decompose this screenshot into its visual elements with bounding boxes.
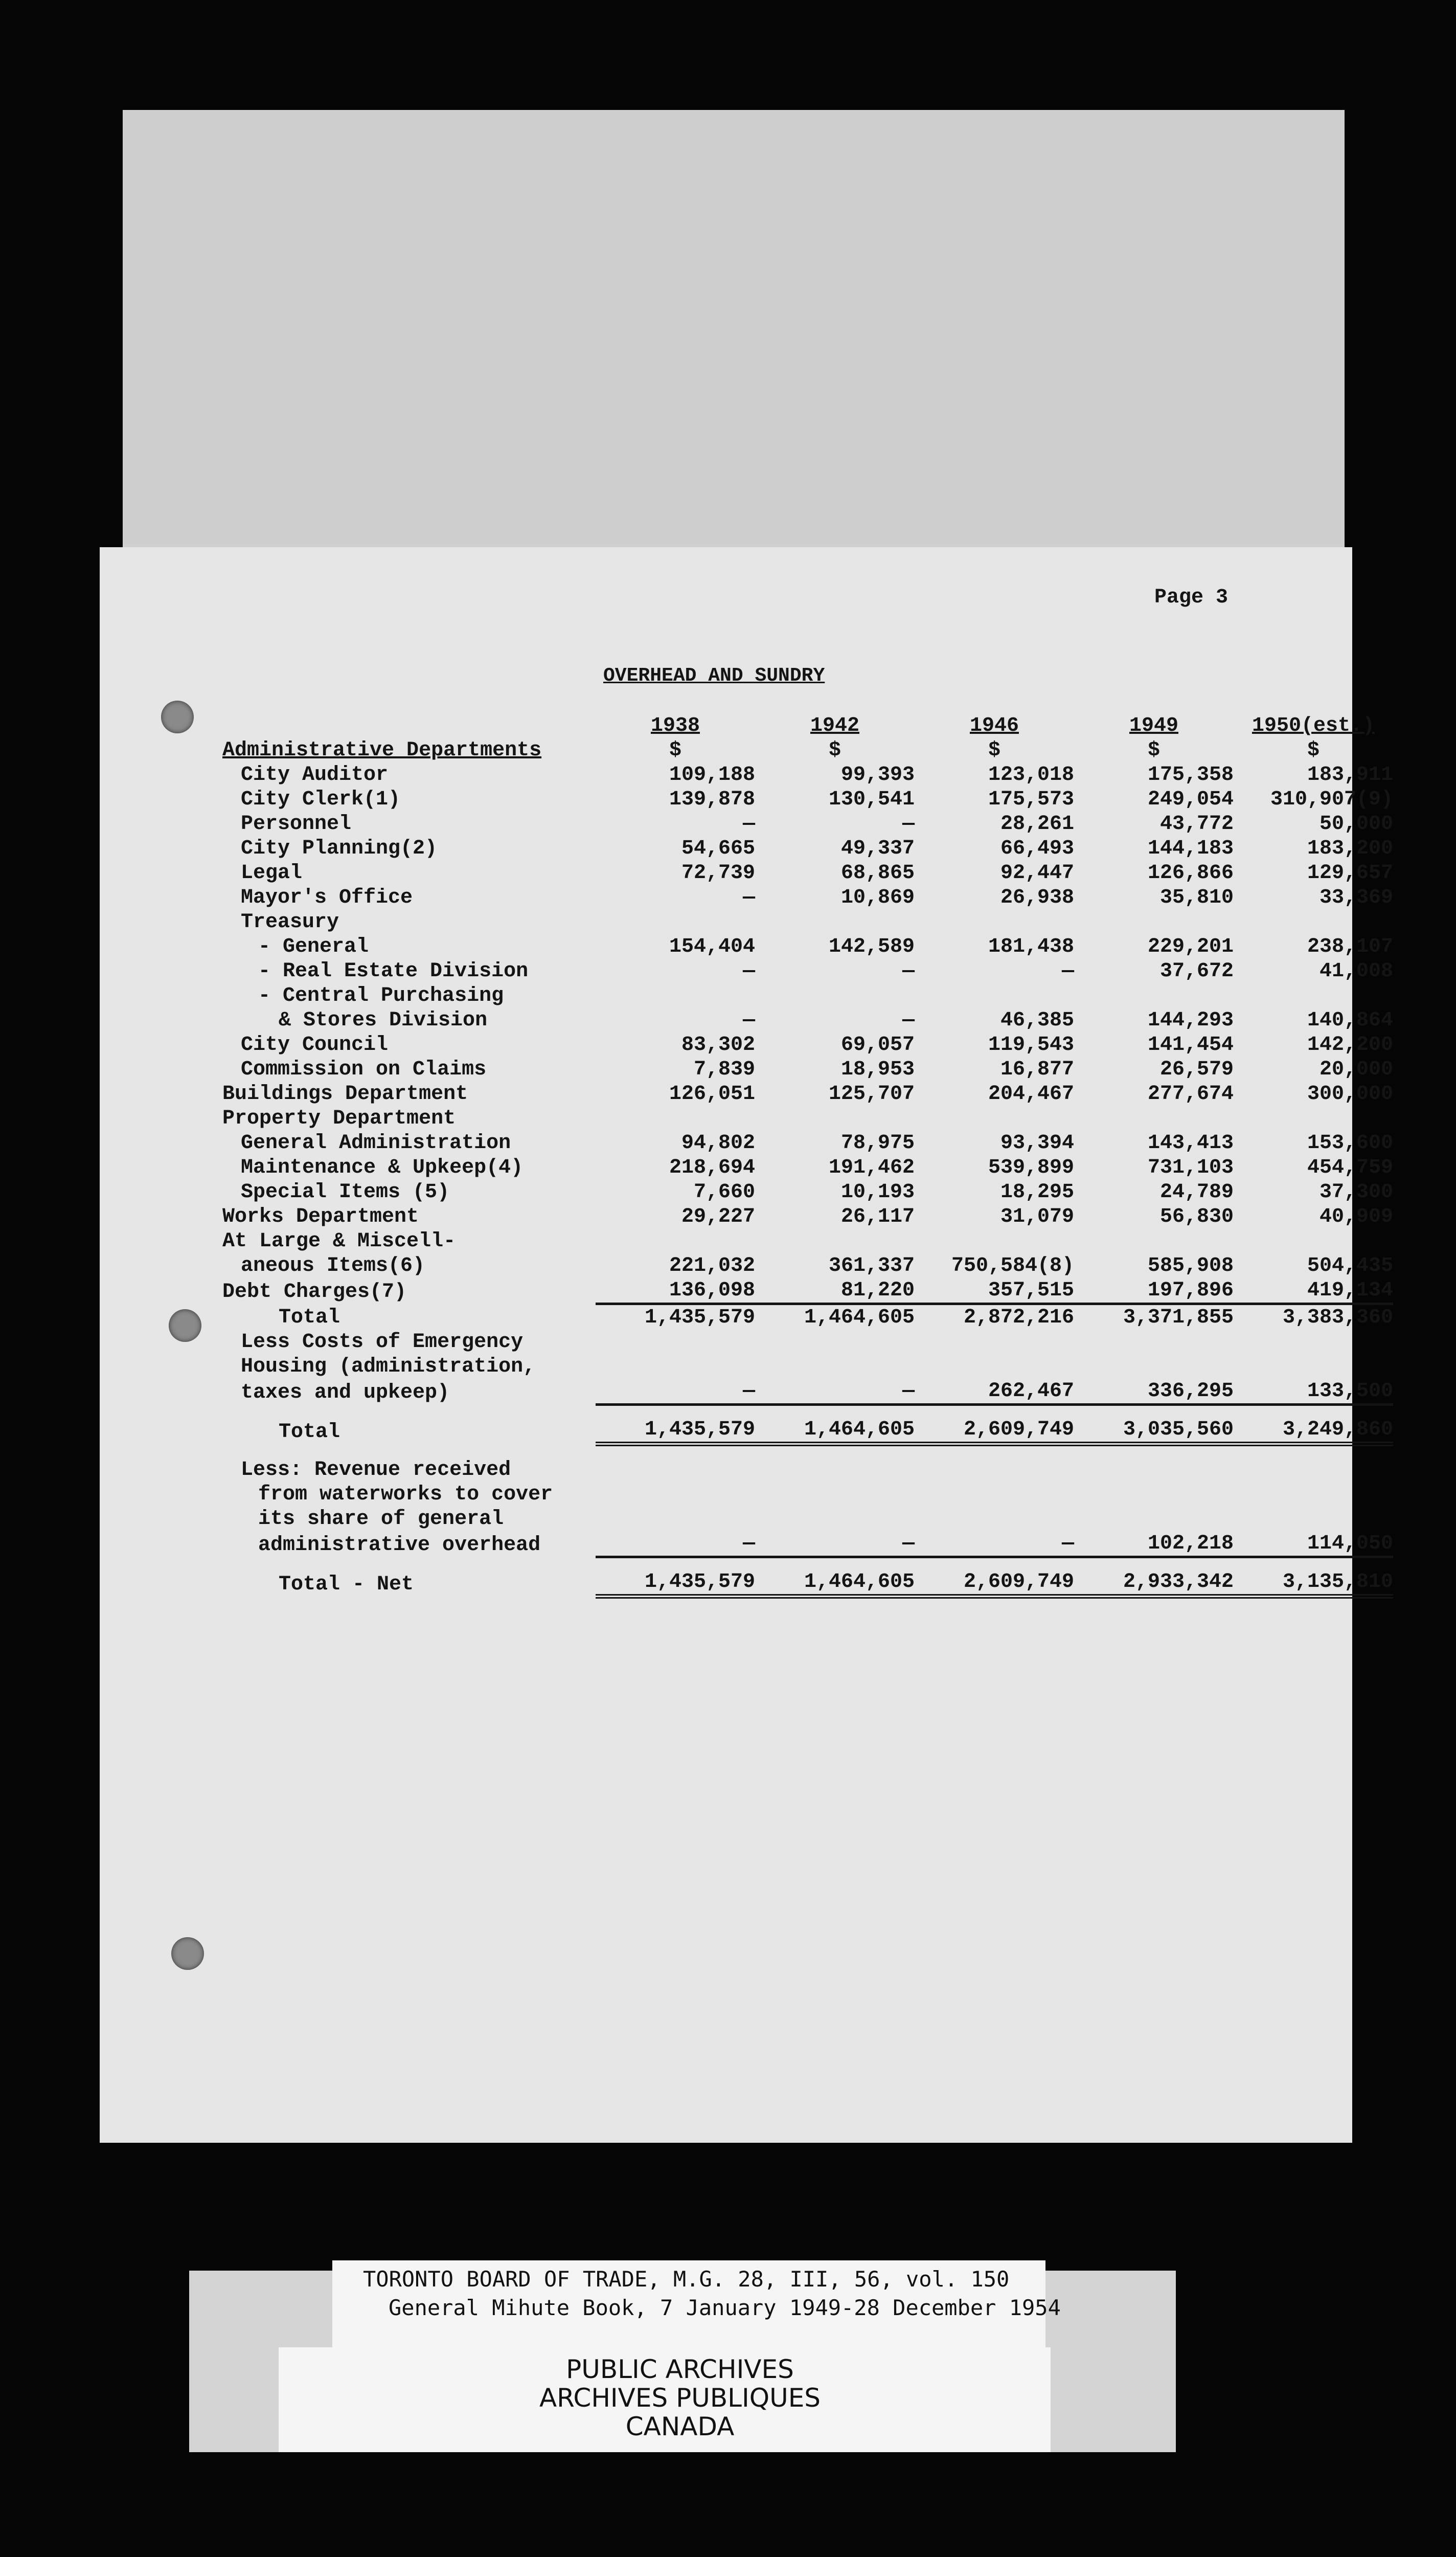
table-row: Treasury	[241, 911, 339, 934]
table-row: - Real Estate Division — — — 37,672 41,008	[258, 960, 1393, 983]
table-row: Special Items (5) 7,660 10,193 18,295 24,789 37,300	[241, 1181, 1393, 1204]
table-row: aneous Items(6) 221,032 361,337 750,584(8) 585,908 504,435	[241, 1254, 1393, 1277]
column-header-1938: 1938	[650, 714, 700, 737]
currency-symbol: $	[828, 739, 841, 762]
archive-line-1: PUBLIC ARCHIVES	[566, 2354, 794, 2384]
table-row: City Council 83,302 69,057 119,543 141,454 142,200	[241, 1034, 1393, 1057]
table-row: Mayor's Office — 10,869 26,938 35,810 33,369	[241, 886, 1393, 909]
column-header-1942: 1942	[810, 714, 859, 737]
table-row: - General 154,404 142,589 181,438 229,201 238,107	[258, 935, 1393, 958]
page-title: OVERHEAD AND SUNDRY	[603, 665, 825, 687]
column-header-1950-est: 1950(est.)	[1252, 714, 1375, 737]
reference-line-2: General Mihute Book, 7 January 1949-28 December 1954	[389, 2295, 1061, 2320]
table-row: Legal 72,739 68,865 92,447 126,866 129,657	[241, 862, 1393, 885]
overhead-table	[222, 713, 1393, 1599]
waterworks-line: Less: Revenue received	[241, 1459, 511, 1482]
punch-hole-bottom	[171, 1937, 204, 1970]
table-row: City Clerk(1) 139,878 130,541 175,573 249,054 310,907(9)	[241, 788, 1393, 811]
waterworks-row: administrative overhead — — — 102,218 114,050	[258, 1532, 1393, 1557]
label-column-header	[222, 713, 596, 738]
year-header-row	[222, 713, 1393, 738]
table-row: At Large & Miscell-	[222, 1230, 456, 1253]
archive-line-2: ARCHIVES PUBLIQUES	[539, 2383, 821, 2413]
table-row: City Planning(2) 54,665 49,337 66,493 144,183 183,200	[241, 837, 1393, 860]
column-header-1949: 1949	[1129, 714, 1178, 737]
emergency-housing-line: Housing (administration,	[241, 1355, 536, 1378]
table-row: General Administration 94,802 78,975 93,394 143,413 153,600	[241, 1132, 1393, 1155]
section-header: Administrative Departments	[222, 739, 542, 762]
table-row: Property Department	[222, 1107, 456, 1130]
emergency-housing-line: Less Costs of Emergency	[241, 1331, 524, 1354]
currency-symbol: $	[669, 739, 681, 762]
table-row: Works Department 29,227 26,117 31,079 56,830 40,909	[222, 1205, 1393, 1228]
waterworks-line: from waterworks to cover	[258, 1483, 553, 1506]
currency-symbol: $	[988, 739, 1000, 762]
total-row: Total 1,435,579 1,464,605 2,609,749 3,035,560 3,249,860	[279, 1418, 1393, 1444]
top-cover-sheet	[123, 110, 1345, 560]
currency-row	[222, 738, 1393, 762]
table-row: - Central Purchasing	[258, 984, 504, 1007]
column-header-1946: 1946	[969, 714, 1019, 737]
emergency-housing-row: taxes and upkeep) — — 262,467 336,295 133,500	[241, 1380, 1393, 1404]
currency-symbol: $	[1147, 739, 1160, 762]
reference-line-1: TORONTO BOARD OF TRADE, M.G. 28, III, 56, vol. 150	[363, 2267, 1010, 2292]
table-row: Personnel — — 28,261 43,772 50,000	[241, 813, 1393, 836]
currency-symbol: $	[1307, 739, 1320, 762]
punch-hole-middle	[169, 1309, 201, 1342]
table-row: City Auditor 109,188 99,393 123,018 175,358 183,911	[241, 764, 1393, 787]
page-number: Page 3	[1154, 586, 1228, 609]
total-net-row: Total - Net 1,435,579 1,464,605 2,609,749 2,933,342 3,135,810	[279, 1571, 1393, 1596]
waterworks-line: its share of general	[258, 1508, 504, 1531]
punch-hole-top	[161, 701, 194, 733]
table-row: Debt Charges(7) 136,098 81,220 357,515 197,896 419,134	[222, 1279, 1393, 1304]
table-row: Buildings Department 126,051 125,707 204,467 277,674 300,000	[222, 1083, 1393, 1106]
table-row: & Stores Division — — 46,385 144,293 140,864	[279, 1009, 1393, 1032]
table-row: Maintenance & Upkeep(4) 218,694 191,462 539,899 731,103 454,759	[241, 1156, 1393, 1179]
total-row: Total 1,435,579 1,464,605 2,872,216 3,371,855 3,383,360	[279, 1306, 1393, 1329]
table-row: Commission on Claims 7,839 18,953 16,877 26,579 20,000	[241, 1058, 1393, 1081]
archive-line-3: CANADA	[625, 2412, 735, 2441]
